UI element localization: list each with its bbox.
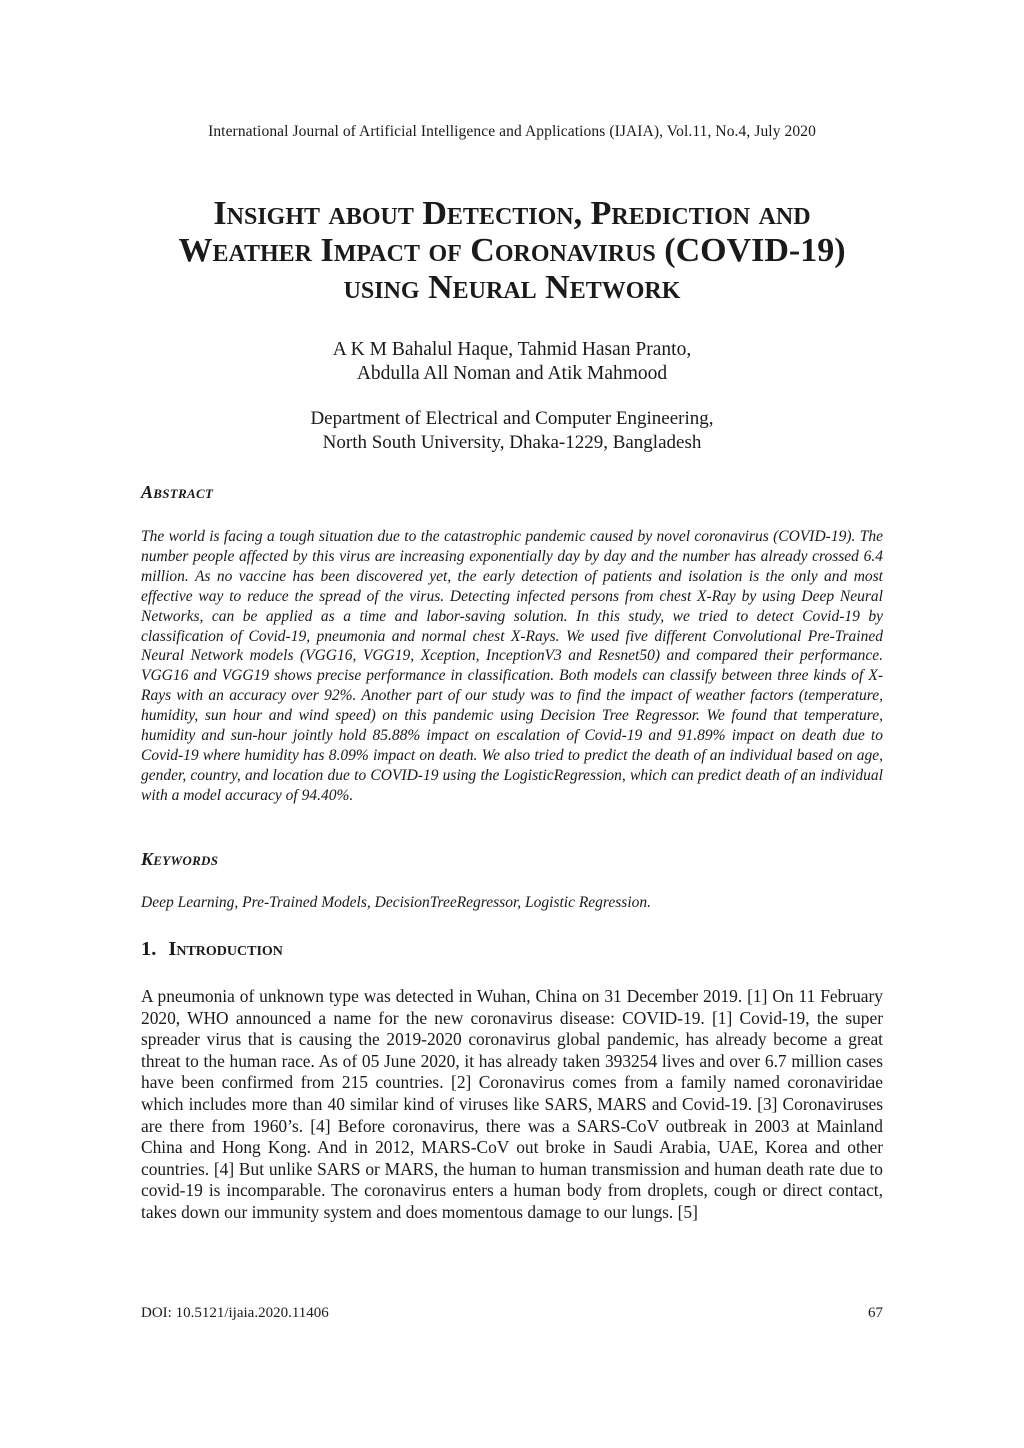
keywords-text: Deep Learning, Pre-Trained Models, DecisionTreeRegressor, Logistic Regression. <box>141 894 652 911</box>
section-number: 1. <box>141 938 157 960</box>
author-list <box>160 338 864 386</box>
running-header: International Journal of Artificial Intelligence and Applications (IJAIA), Vol.11, No.4, July 2020 <box>208 123 816 140</box>
introduction-text: A pneumonia of unknown type was detected in Wuhan, China on 31 December 2019. [1] On 11 February 2020, WHO announced a name for the new coronavirus disease: COVID-19. [1] Covid-19, the super spreader virus that is causing the 2019-2020 coronavirus global pandemic, has already become a great threat to the human race. As of 05 June 2020, it has already taken 393254 lives and over 6.7 million cases have been confirmed from 215 countries. [2] Coronavirus comes from a family named coronaviridae which includes more than 40 similar kind of viruses like SARS, MARS and Covid-19. [3] Coronaviruses are there from 1960’s. [4] Before coronavirus, there was a SARS-CoV outbreak in 2003 at Mainland China and Hong Kong. And in 2012, MARS-CoV out broke in Saudi Arabia, UAE, Korea and other countries. [4] But unlike SARS or MARS, the human to human transmission and human death rate due to covid-19 is incomparable. The coronavirus enters a human body from droplets, cough or direct contact, takes down our immunity system and does momentous damage to our lungs. [5] <box>141 986 883 1222</box>
affiliation-line: Department of Electrical and Computer Engineering, <box>310 408 714 429</box>
paper-title <box>100 195 924 306</box>
title-line: Weather Impact of Coronavirus (COVID-19) <box>178 232 846 269</box>
title-line: using Neural Network <box>343 269 681 306</box>
abstract-text: The world is facing a tough situation due to the catastrophic pandemic caused by novel coronavirus (COVID-19). The number people affected by this virus are increasing exponentially day by day and the number has already crossed 6.4 million. As no vaccine has been discovered yet, the early detection of patients and isolation is the only and most effective way to reduce the spread of the virus. Detecting infected persons from chest X-Ray by using Deep Neural Networks, can be applied as a time and labor-saving solution. In this study, we tried to detect Covid-19 by classification of Covid-19, pneumonia and normal chest X-Rays. We used five different Convolutional Pre-Trained Neural Network models (VGG16, VGG19, Xception, InceptionV3 and Resnet50) and compared their performance. VGG16 and VGG19 shows precise performance in classification. Both models can classify between three kinds of X-Rays with an accuracy over 92%. Another part of our study was to find the impact of weather factors (temperature, humidity, sun hour and wind speed) on this pandemic using Decision Tree Regressor. We found that temperature, humidity and sun-hour jointly hold 85.88% impact on escalation of Covid-19 and 91.89% impact on death due to Covid-19 where humidity has 8.09% impact on death. We also tried to predict the death of an individual based on age, gender, country, and location due to COVID-19 using the LogisticRegression, which can predict death of an individual with a model accuracy of 94.40%. <box>141 528 883 804</box>
section-title: Introduction <box>168 938 283 960</box>
affiliation-line: North South University, Dhaka-1229, Bangladesh <box>322 432 702 453</box>
title-line: Insight about Detection, Prediction and <box>213 195 811 232</box>
keywords-heading: Keywords <box>141 849 219 869</box>
abstract-heading: Abstract <box>141 482 214 502</box>
introduction-heading <box>141 938 283 961</box>
author-line: Abdulla All Noman and Atik Mahmood <box>356 363 668 384</box>
author-line: A K M Bahalul Haque, Tahmid Hasan Pranto, <box>332 339 692 360</box>
affiliation <box>160 407 864 455</box>
page-number: 67 <box>868 1305 883 1321</box>
doi-footer: DOI: 10.5121/ijaia.2020.11406 <box>141 1305 329 1321</box>
